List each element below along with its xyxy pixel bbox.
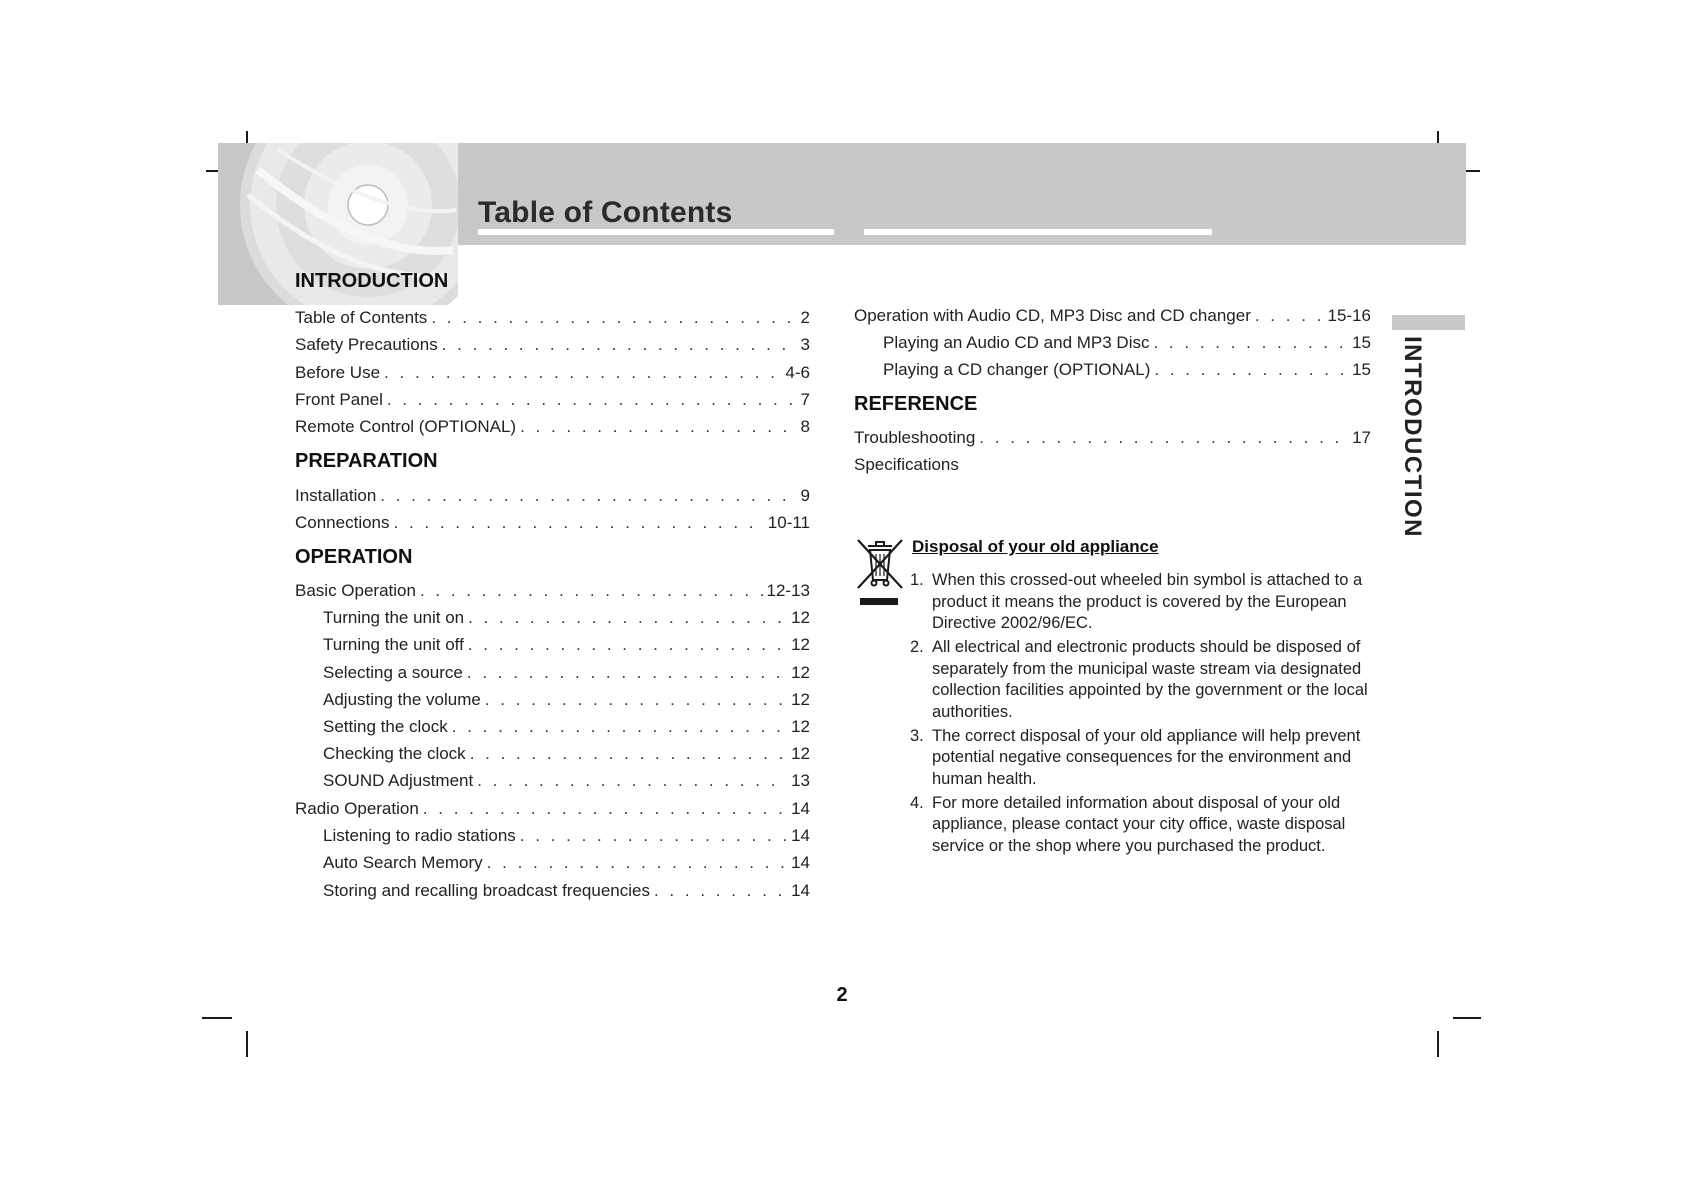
crop-mark bbox=[246, 1031, 248, 1057]
dot-leader bbox=[1255, 305, 1324, 327]
toc-entry[interactable] bbox=[295, 362, 810, 384]
toc-entry-page: 4-6 bbox=[785, 363, 810, 382]
toc-entry-page: 14 bbox=[791, 853, 810, 872]
toc-entry-label: Adjusting the volume bbox=[323, 690, 481, 709]
section-heading-reference: REFERENCE bbox=[854, 393, 978, 415]
section-heading-preparation: PREPARATION bbox=[295, 450, 438, 472]
toc-entry-page: 12 bbox=[791, 663, 810, 682]
toc-entry-page: 12 bbox=[791, 635, 810, 654]
toc-entry-page: 14 bbox=[791, 881, 810, 900]
dot-leader bbox=[380, 485, 796, 507]
toc-entry[interactable] bbox=[854, 305, 1371, 327]
dot-leader bbox=[1153, 332, 1348, 354]
toc-entry-label: Front Panel bbox=[295, 390, 383, 409]
toc-entry-page: 3 bbox=[800, 335, 810, 354]
toc-entry-label: Connections bbox=[295, 513, 390, 532]
title-rule bbox=[478, 229, 834, 235]
toc-entry[interactable] bbox=[295, 512, 810, 534]
toc-subentry[interactable] bbox=[323, 716, 810, 738]
toc-entry-page: 17 bbox=[1352, 428, 1371, 447]
crop-mark bbox=[1437, 1031, 1439, 1057]
disposal-item bbox=[910, 793, 1395, 858]
toc-entry-label: Turning the unit off bbox=[323, 635, 464, 654]
toc-subentry[interactable] bbox=[323, 743, 810, 765]
toc-entry-label: Basic Operation bbox=[295, 581, 416, 600]
toc-subentry[interactable] bbox=[323, 852, 810, 874]
toc-entry-label: Setting the clock bbox=[323, 717, 448, 736]
toc-entry-page: 15-16 bbox=[1327, 306, 1371, 325]
disposal-item-text: When this crossed-out wheeled bin symbol is attached to a product it means the product is covered by the European Directive 2002/96/EC. bbox=[932, 571, 1363, 632]
disposal-item bbox=[910, 726, 1395, 791]
toc-entry-label: Playing an Audio CD and MP3 Disc bbox=[883, 333, 1150, 352]
toc-entry-page: 12 bbox=[791, 717, 810, 736]
dot-leader bbox=[520, 416, 796, 438]
toc-subentry[interactable] bbox=[323, 825, 810, 847]
dot-leader bbox=[423, 798, 787, 820]
page-title: Table of Contents bbox=[478, 196, 733, 229]
dot-leader bbox=[467, 662, 787, 684]
toc-subentry[interactable] bbox=[323, 634, 810, 656]
disposal-item-number: 2. bbox=[910, 638, 924, 656]
disposal-list bbox=[910, 570, 1395, 860]
toc-entry-label: Before Use bbox=[295, 363, 381, 382]
toc-entry[interactable] bbox=[854, 454, 1054, 476]
toc-entry-label: Table of Contents bbox=[295, 308, 428, 327]
toc-entry-label: Specifications bbox=[854, 455, 959, 474]
dot-leader bbox=[477, 770, 787, 792]
toc-entry[interactable] bbox=[295, 334, 810, 356]
disposal-item-text: For more detailed information about disposal of your old appliance, please contact your city office, waste disposal service or the shop where you purchased the product. bbox=[932, 793, 1346, 855]
toc-subentry[interactable] bbox=[323, 607, 810, 629]
toc-entry-page: 12 bbox=[791, 744, 810, 763]
toc-entry-label: Troubleshooting bbox=[854, 428, 976, 447]
dot-leader bbox=[470, 743, 787, 765]
disposal-item-text: The correct disposal of your old appliance will help prevent potential negative consequences for the environment and human health. bbox=[932, 726, 1361, 788]
toc-entry-page: 12-13 bbox=[766, 581, 810, 600]
toc-subentry[interactable] bbox=[323, 770, 810, 792]
disposal-item bbox=[910, 637, 1395, 723]
toc-entry-label: Checking the clock bbox=[323, 744, 466, 763]
toc-entry-page: 8 bbox=[800, 417, 810, 436]
section-heading-introduction: INTRODUCTION bbox=[295, 270, 449, 292]
crop-mark bbox=[202, 1017, 232, 1019]
dot-leader bbox=[420, 580, 763, 602]
page-number: 2 bbox=[836, 984, 848, 1006]
side-tab-label: INTRODUCTION bbox=[1399, 336, 1426, 538]
dot-leader bbox=[431, 307, 796, 329]
dot-leader bbox=[394, 512, 764, 534]
toc-entry[interactable] bbox=[295, 416, 810, 438]
dot-leader bbox=[384, 362, 781, 384]
dot-leader bbox=[387, 389, 797, 411]
toc-entry-page: 12 bbox=[791, 608, 810, 627]
dot-leader bbox=[442, 334, 797, 356]
toc-entry[interactable] bbox=[295, 307, 810, 329]
disposal-item bbox=[910, 570, 1395, 635]
disposal-title: Disposal of your old appliance bbox=[912, 537, 1159, 556]
toc-entry-label: Installation bbox=[295, 486, 377, 505]
toc-entry-label: Selecting a source bbox=[323, 663, 463, 682]
toc-entry-label: Safety Precautions bbox=[295, 335, 438, 354]
toc-subentry[interactable] bbox=[323, 689, 810, 711]
toc-entry-page: 9 bbox=[800, 486, 810, 505]
toc-entry-page: 15 bbox=[1352, 360, 1371, 379]
toc-entry-page: 13 bbox=[791, 771, 810, 790]
toc-entry[interactable] bbox=[295, 485, 810, 507]
dot-leader bbox=[1154, 359, 1348, 381]
toc-entry-page: 2 bbox=[800, 308, 810, 327]
toc-entry-label: Turning the unit on bbox=[323, 608, 465, 627]
toc-entry[interactable] bbox=[295, 580, 810, 602]
dot-leader bbox=[487, 852, 787, 874]
toc-entry-page: 10-11 bbox=[767, 513, 810, 532]
toc-entry[interactable] bbox=[295, 389, 810, 411]
toc-entry-label: SOUND Adjustment bbox=[323, 771, 474, 790]
dot-leader bbox=[452, 716, 787, 738]
toc-subentry[interactable] bbox=[323, 662, 810, 684]
dot-leader bbox=[468, 607, 787, 629]
toc-entry-page: 15 bbox=[1352, 333, 1371, 352]
toc-entry-label: Playing a CD changer (OPTIONAL) bbox=[883, 360, 1151, 379]
crossed-out-wheeled-bin-icon bbox=[854, 536, 906, 606]
toc-entry-label: Auto Search Memory bbox=[323, 853, 483, 872]
dot-leader bbox=[979, 427, 1348, 449]
toc-entry-page: 12 bbox=[791, 690, 810, 709]
disposal-item-number: 4. bbox=[910, 793, 924, 812]
disposal-item-number: 3. bbox=[910, 726, 924, 745]
toc-entry-label: Radio Operation bbox=[295, 799, 419, 818]
toc-entry-page: 14 bbox=[791, 826, 810, 845]
toc-entry-page: 14 bbox=[791, 799, 810, 818]
toc-subentry[interactable] bbox=[883, 332, 1371, 354]
dot-leader bbox=[654, 880, 787, 902]
toc-entry-label: Storing and recalling broadcast frequencies bbox=[323, 881, 650, 900]
disposal-item-text: All electrical and electronic products should be disposed of separately from the municipal waste stream via designated collection facilities appointed by the government or the local authorities. bbox=[932, 638, 1368, 721]
toc-subentry[interactable] bbox=[323, 880, 810, 902]
disposal-item-number: 1. bbox=[910, 571, 924, 589]
side-tab-bar bbox=[1392, 315, 1465, 330]
dot-leader bbox=[468, 634, 787, 656]
crop-mark bbox=[1453, 1017, 1481, 1019]
title-rule bbox=[864, 229, 1212, 235]
toc-entry-label: Operation with Audio CD, MP3 Disc and CD changer bbox=[854, 306, 1251, 325]
dot-leader bbox=[485, 689, 787, 711]
section-heading-operation: OPERATION bbox=[295, 546, 413, 568]
toc-entry-label: Listening to radio stations bbox=[323, 826, 516, 845]
toc-entry[interactable] bbox=[295, 798, 810, 820]
dot-leader bbox=[520, 825, 787, 847]
toc-entry-page: 7 bbox=[800, 390, 810, 409]
toc-subentry[interactable] bbox=[883, 359, 1371, 381]
toc-entry[interactable] bbox=[854, 427, 1371, 449]
toc-entry-label: Remote Control (OPTIONAL) bbox=[295, 417, 517, 436]
